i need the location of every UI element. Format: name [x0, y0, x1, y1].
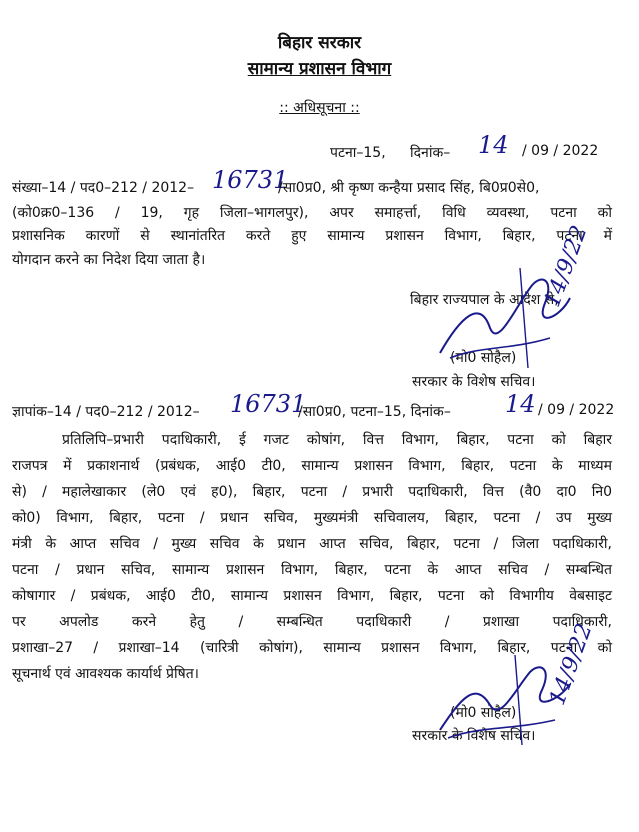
notification-place: पटना–15,	[330, 145, 386, 161]
notification-ref-prefix: संख्या–14 / पद0–212 / 2012–	[12, 180, 195, 196]
memo-signatory-name: (मो0 सोहैल)	[450, 705, 517, 721]
memo-ref-prefix: ज्ञापांक–14 / पद0–212 / 2012–	[12, 404, 200, 420]
memo-ref-number: 16731	[230, 390, 307, 418]
memo-line-2: राजपत्र में प्रकाशनार्थ (प्रबंधक, आई0 टी0, सामान्य प्रशासन विभाग, बिहार, पटना के माध्यम	[12, 458, 612, 474]
memo-line-5: मंत्री के आप्त सचिव / मुख्य सचिव के प्रधान आप्त सचिव, बिहार, पटना / जिला पदाधिकारी,	[12, 536, 612, 552]
government-heading: बिहार सरकार	[277, 33, 362, 53]
signature-date-2: 14/9/22	[545, 620, 598, 709]
memo-ref-mid: /सा0प्र0, पटना–15, दिनांक–	[298, 404, 451, 420]
memo-line-7: कोषागार / प्रबंधक, आई0 टी0, सामान्य प्रशासन विभाग, बिहार, पटना को विभागीय वेबसाइट	[12, 588, 612, 604]
notification-line-3: प्रशासनिक कारणों से स्थानांतरित करते हुए सामान्य प्रशासन विभाग, बिहार, पटना में	[12, 228, 612, 244]
notification-title: :: अधिसूचना ::	[279, 100, 360, 116]
memo-line-4: को0) विभाग, बिहार, पटना / प्रधान सचिव, मुख्यमंत्री सचिवालय, बिहार, पटना / उप मुख्य	[12, 510, 612, 526]
notification-line-1: /सा0प्र0, श्री कृष्ण कन्हैया प्रसाद सिंह, बि0प्र0से0,	[278, 180, 540, 196]
signatory-designation: सरकार के विशेष सचिव।	[412, 374, 536, 390]
memo-line-6: पटना / प्रधान सचिव, सामान्य प्रशासन विभाग, बिहार, पटना के आप्त सचिव / सम्बन्धित	[12, 562, 612, 578]
memo-date-rest: / 09 / 2022	[538, 402, 615, 418]
memo-date-day: 14	[505, 390, 536, 418]
notification-line-4: योगदान करने का निदेश दिया जाता है।	[12, 252, 206, 268]
memo-line-1: प्रतिलिपि–प्रभारी पदाधिकारी, ई गजट कोषांग, वित्त विभाग, बिहार, पटना को बिहार	[62, 432, 612, 448]
memo-line-3: से) / महालेखाकार (ले0 एवं ह0), बिहार, पटना / प्रभारी पदाधिकारी, वित्त (वै0 दा0 नि0	[12, 484, 612, 500]
notification-date-rest: / 09 / 2022	[522, 143, 599, 159]
memo-line-8: पर अपलोड करने हेतु / सम्बन्धित पदाधिकारी / प्रशाखा पदाधिकारी,	[12, 614, 612, 630]
notification-ref-number: 16731	[212, 166, 289, 194]
signatory-name: (मो0 सोहैल)	[450, 350, 517, 366]
notification-date-label: दिनांक–	[410, 145, 451, 161]
notification-date-day: 14	[478, 131, 509, 159]
notification-line-2: (को0क्र0–136 / 19, गृह जिला–भागलपुर), अपर समाहर्त्ता, विधि व्यवस्था, पटना को	[12, 205, 612, 221]
memo-signatory-designation: सरकार के विशेष सचिव।	[412, 728, 536, 744]
memo-line-9: प्रशाखा–27 / प्रशाखा–14 (चारित्री कोषांग), सामान्य प्रशासन विभाग, बिहार, पटना को	[12, 640, 612, 656]
governor-order-text: बिहार राज्यपाल के आदेश से,	[410, 292, 559, 308]
memo-line-10: सूचनार्थ एवं आवश्यक कार्यार्थ प्रेषित।	[12, 666, 199, 682]
signature-date-1: 14/9/22	[540, 222, 593, 311]
department-heading: सामान्य प्रशासन विभाग	[247, 59, 392, 79]
